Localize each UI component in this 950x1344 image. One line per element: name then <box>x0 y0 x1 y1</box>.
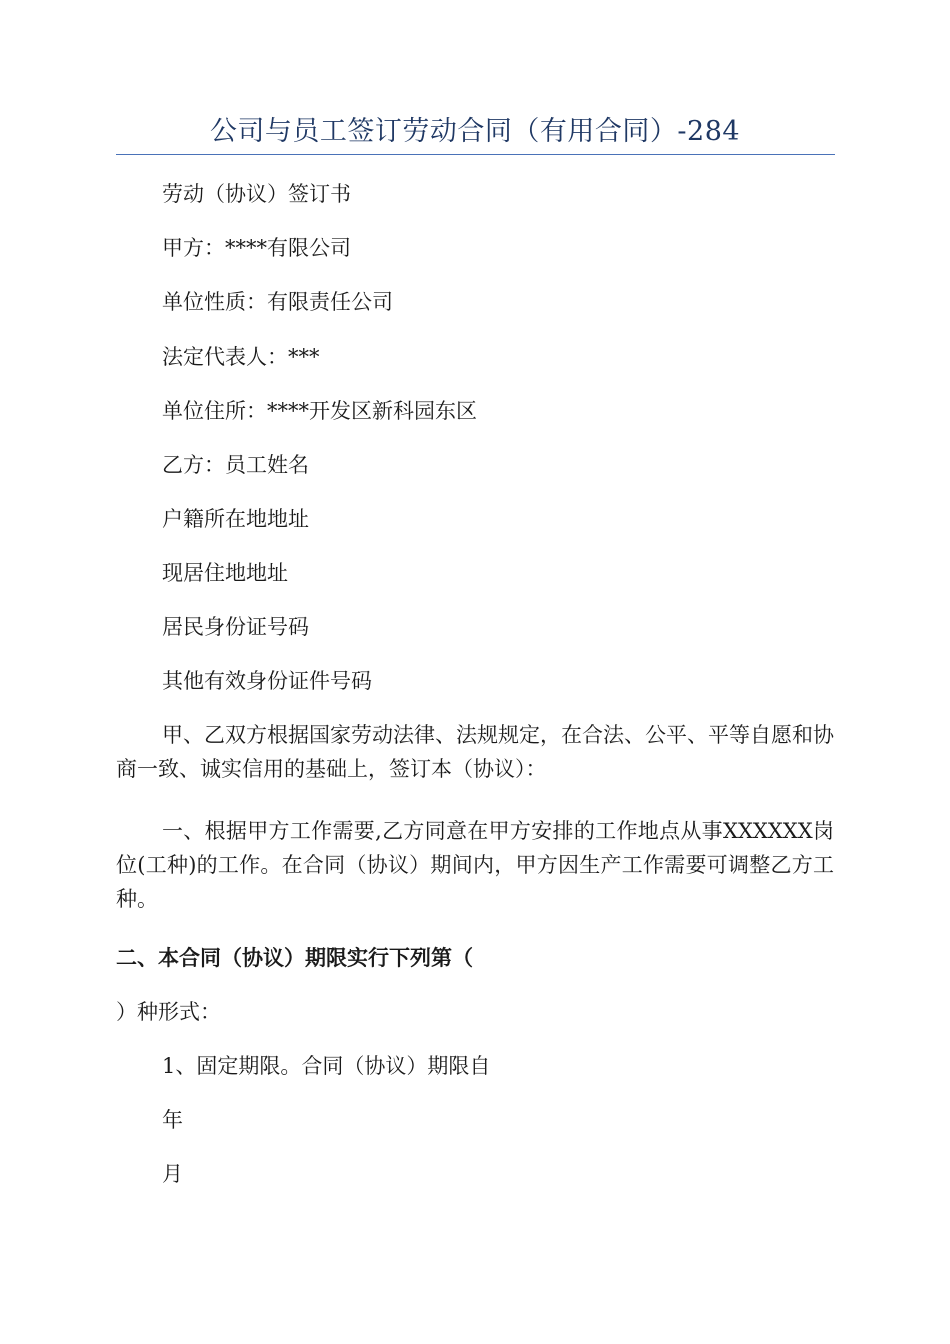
party-a-line: 甲方：****有限公司 <box>162 236 351 260</box>
clause-2-heading-continued: ）种形式： <box>116 1000 221 1024</box>
preamble-paragraph: 甲、乙双方根据国家劳动法律、法规规定，在合法、公平、平等自愿和协商一致、诚实信用的基础上，签订本（协议）： <box>116 723 834 781</box>
id-number-line: 居民身份证号码 <box>162 615 309 639</box>
clause-2-heading: 二、本合同（协议）期限实行下列第（ <box>116 945 473 970</box>
document-title: 公司与员工签订劳动合同（有用合同）-284 <box>209 116 741 147</box>
company-type-line: 单位性质：有限责任公司 <box>162 290 393 314</box>
current-address-line: 现居住地地址 <box>162 561 288 585</box>
title-underline <box>116 154 835 155</box>
party-b-line: 乙方：员工姓名 <box>162 453 309 477</box>
year-label: 年 <box>162 1108 183 1132</box>
month-label: 月 <box>162 1162 183 1186</box>
clause-1-paragraph: 一、根据甲方工作需要,乙方同意在甲方安排的工作地点从事XXXXXX岗位(工种)的工作。在合同（协议）期间内，甲方因生产工作需要可调整乙方工种。 <box>116 819 834 911</box>
legal-representative-line: 法定代表人：*** <box>162 345 320 369</box>
contract-heading: 劳动（协议）签订书 <box>162 182 351 206</box>
fixed-term-item: 1、固定期限。合同（协议）期限自 <box>162 1054 491 1078</box>
other-id-line: 其他有效身份证件号码 <box>162 669 372 693</box>
household-address-line: 户籍所在地地址 <box>162 507 309 531</box>
company-address-line: 单位住所：****开发区新科园东区 <box>162 399 477 423</box>
